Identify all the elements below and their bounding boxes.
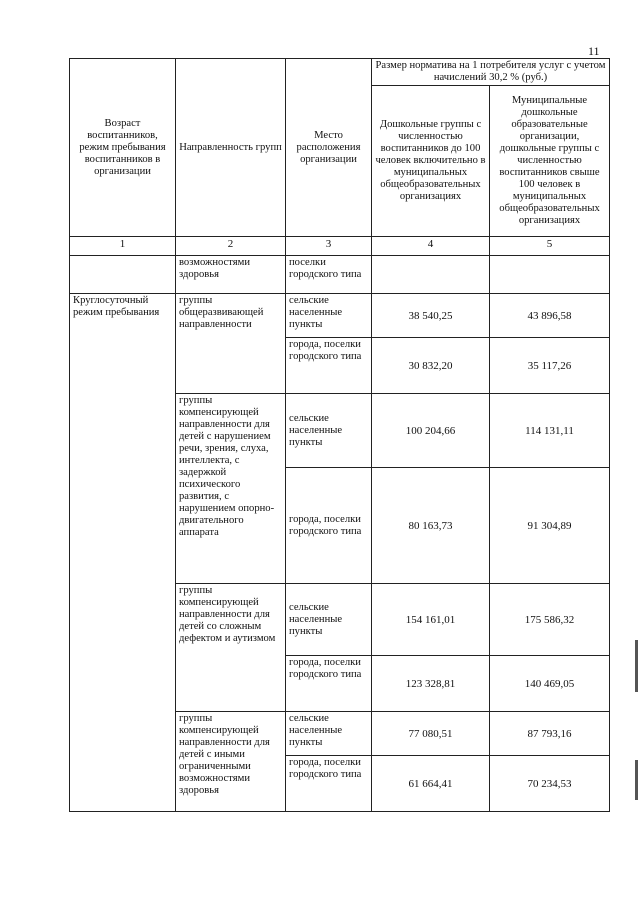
value-col5: 35 117,26: [490, 338, 610, 394]
value-col5: 87 793,16: [490, 712, 610, 756]
direction-cell: группы компенсирующей направленности для детей с нарушением речи, зрения, слуха, интеллекта, с задержкой психического развития, с нарушением опорно-двигательного аппарата: [176, 394, 286, 584]
value-col5: 175 586,32: [490, 584, 610, 656]
column-number: 2: [176, 237, 286, 256]
value-col4: [372, 256, 490, 294]
header-direction: Направленность групп: [176, 59, 286, 237]
header-row-1: [70, 59, 610, 86]
place-cell: города, поселки городского типа: [286, 338, 372, 394]
column-number: 3: [286, 237, 372, 256]
value-col4: 61 664,41: [372, 756, 490, 812]
value-col4: 38 540,25: [372, 294, 490, 338]
place-cell: города, поселки городского типа: [286, 656, 372, 712]
value-col4: 123 328,81: [372, 656, 490, 712]
direction-cell: возможностями здоровья: [176, 256, 286, 294]
scan-edge-mark: [635, 640, 638, 692]
age-mode-cell: Круглосуточный режим пребывания: [70, 294, 176, 812]
table-row: [70, 294, 610, 338]
place-cell: поселки городского типа: [286, 256, 372, 294]
value-col4: 154 161,01: [372, 584, 490, 656]
direction-cell: группы компенсирующей направленности для детей с иными ограниченными возможностями здоровья: [176, 712, 286, 812]
header-age-mode: Возраст воспитанников, режим пребывания воспитанников в организации: [70, 59, 176, 237]
value-col5: [490, 256, 610, 294]
normative-table: [69, 58, 610, 812]
header-normative-size: Размер норматива на 1 потребителя услуг с учетом начислений 30,2 % (руб.): [372, 59, 610, 86]
age-mode-cell: [70, 256, 176, 294]
header-place: Место расположения организации: [286, 59, 372, 237]
place-cell: города, поселки городского типа: [286, 756, 372, 812]
value-col4: 77 080,51: [372, 712, 490, 756]
value-col5: 114 131,11: [490, 394, 610, 468]
place-cell: сельские населенные пункты: [286, 294, 372, 338]
column-number: 4: [372, 237, 490, 256]
table-row: [70, 256, 610, 294]
value-col4: 30 832,20: [372, 338, 490, 394]
direction-cell: группы общеразвивающей направленности: [176, 294, 286, 394]
page-number: 11: [588, 44, 600, 58]
header-small-groups: Дошкольные группы с численностью воспитанников до 100 человек включительно в муниципальных общеобразовательных организациях: [372, 86, 490, 237]
place-cell: сельские населенные пункты: [286, 394, 372, 468]
column-number: 1: [70, 237, 176, 256]
place-cell: сельские населенные пункты: [286, 712, 372, 756]
column-number-row: [70, 237, 610, 256]
header-large-organizations: Муниципальные дошкольные образовательные организации, дошкольные группы с численностью воспитанников свыше 100 человек в муниципальных общеобразовательных организациях: [490, 86, 610, 237]
place-cell: сельские населенные пункты: [286, 584, 372, 656]
place-cell: города, поселки городского типа: [286, 468, 372, 584]
value-col5: 91 304,89: [490, 468, 610, 584]
value-col5: 140 469,05: [490, 656, 610, 712]
scan-edge-mark: [635, 760, 638, 800]
value-col4: 100 204,66: [372, 394, 490, 468]
value-col5: 70 234,53: [490, 756, 610, 812]
direction-cell: группы компенсирующей направленности для детей со сложным дефектом и аутизмом: [176, 584, 286, 712]
column-number: 5: [490, 237, 610, 256]
value-col4: 80 163,73: [372, 468, 490, 584]
value-col5: 43 896,58: [490, 294, 610, 338]
